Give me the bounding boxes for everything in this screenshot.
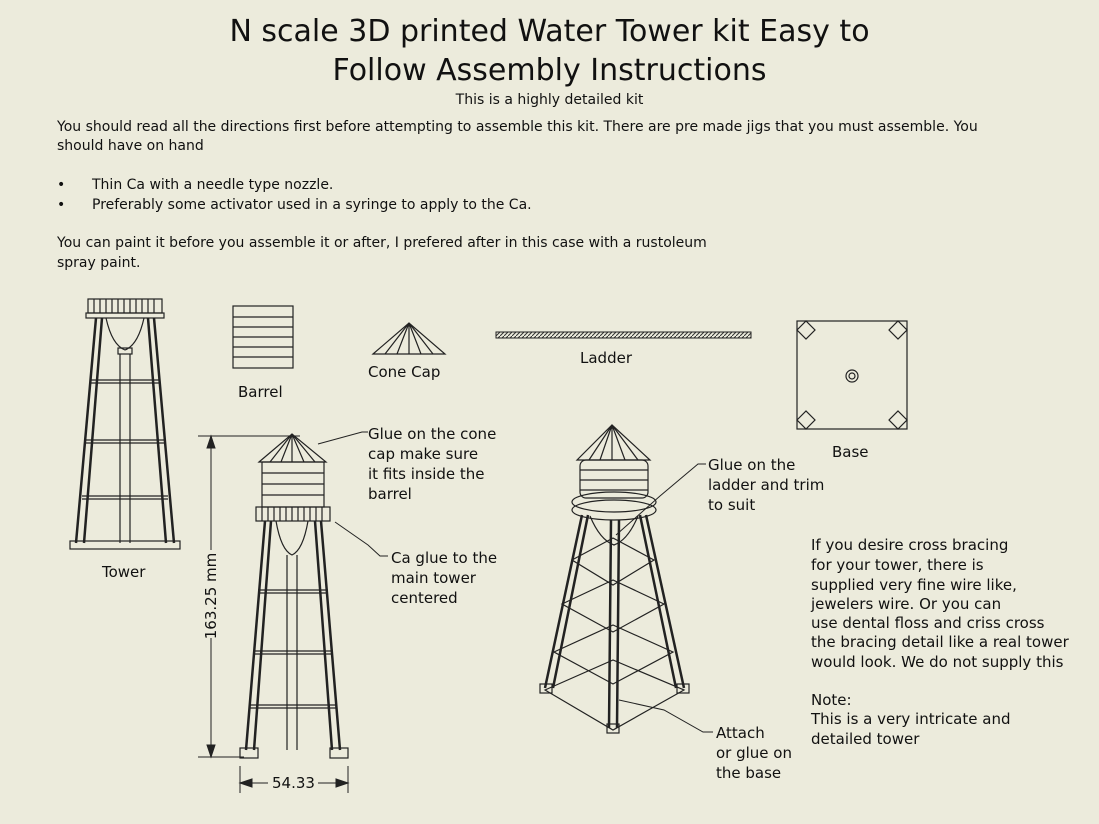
note-label: Note: <box>811 691 852 709</box>
ca-glue-line-1: Ca glue to the <box>391 549 498 567</box>
intro-line-1: You should read all the directions first before attempting to assemble this kit. There are pre made jigs that you must assemble. You <box>57 119 978 135</box>
base-part-drawing <box>797 321 907 429</box>
ca-glue-line-2: main tower <box>391 569 476 587</box>
bracing-note-line-5: use dental floss and criss cross <box>811 614 1045 632</box>
tower-perspective-drawing <box>540 425 689 733</box>
attach-line-2: or glue on <box>716 744 792 762</box>
height-dimension: 163.25 mm <box>202 552 220 640</box>
width-dimension: 54.33 <box>272 774 315 792</box>
bracing-note-line-1: If you desire cross bracing <box>811 536 1009 554</box>
base-label: Base <box>832 443 869 461</box>
attach-line-3: the base <box>716 764 782 782</box>
cone-glue-line-4: barrel <box>368 485 412 503</box>
bracing-note-line-2: for your tower, there is <box>811 556 984 574</box>
paint-line-1: You can paint it before you assemble it or after, I prefered after in this case with a rustoleum <box>57 235 707 251</box>
barrel-label: Barrel <box>238 383 283 401</box>
bracing-note-line-7: would look. We do not supply this <box>811 653 1064 671</box>
bullet-dot-1: • <box>57 177 66 193</box>
cone-glue-line-2: cap make sure <box>368 445 479 463</box>
paint-line-2: spray paint. <box>57 255 141 271</box>
ladder-part-drawing <box>496 332 751 338</box>
bracing-note-line-6: the bracing detail like a real tower <box>811 633 1069 651</box>
attach-line-1: Attach <box>716 724 765 742</box>
bracing-note-line-3: supplied very fine wire like, <box>811 576 1017 594</box>
note-text-line-2: detailed tower <box>811 730 920 748</box>
ladder-label: Ladder <box>580 349 632 367</box>
bullet-dot-2: • <box>57 197 66 213</box>
note-text-line-1: This is a very intricate and <box>811 710 1011 728</box>
barrel-part-drawing <box>233 306 293 368</box>
intro-line-2: should have on hand <box>57 138 204 154</box>
cone-glue-line-1: Glue on the cone <box>368 425 497 443</box>
ca-glue-line-3: centered <box>391 589 458 607</box>
page-subtitle: This is a highly detailed kit <box>455 92 644 108</box>
tower-assembled-drawing <box>240 434 348 758</box>
tower-small-drawing <box>70 299 180 549</box>
page-title: N scale 3D printed Water Tower kit Easy to <box>229 14 870 49</box>
bracing-note-line-4: jewelers wire. Or you can <box>811 595 1002 613</box>
ladder-glue-line-3: to suit <box>708 496 756 514</box>
ladder-glue-line-1: Glue on the <box>708 456 796 474</box>
ladder-glue-line-2: ladder and trim <box>708 476 825 494</box>
tower-label: Tower <box>102 563 146 581</box>
page-title-line2: Follow Assembly Instructions <box>332 53 767 88</box>
cone-glue-line-3: it fits inside the <box>368 465 485 483</box>
bullet-item-1: Thin Ca with a needle type nozzle. <box>92 177 334 193</box>
cone-cap-part-drawing <box>373 323 445 354</box>
cone-cap-label: Cone Cap <box>368 363 441 381</box>
bullet-item-2: Preferably some activator used in a syringe to apply to the Ca. <box>92 197 532 213</box>
